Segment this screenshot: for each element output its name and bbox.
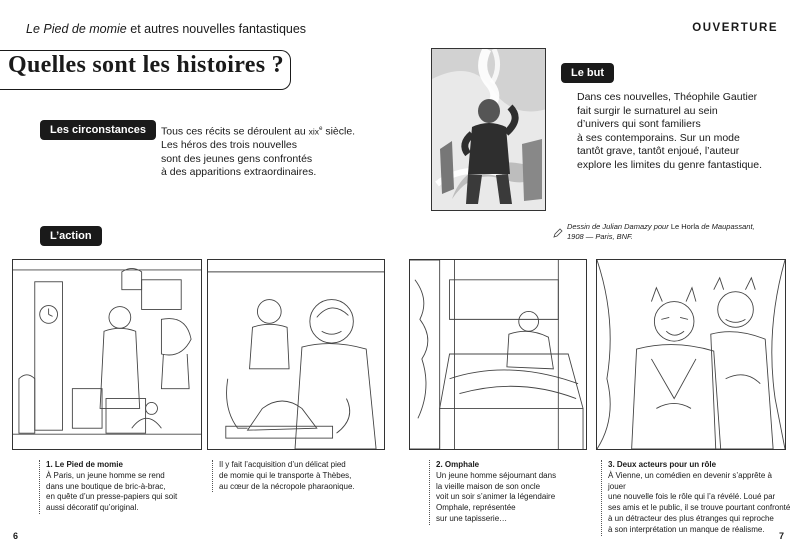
panel-1-title: 1. Le Pied de momie (46, 460, 123, 469)
circonstances-label: Les circonstances (40, 120, 156, 140)
page-number-right: 7 (779, 531, 785, 541)
illustration-caption (567, 222, 792, 242)
but-line: d’univers qui sont familiers (577, 118, 701, 130)
panel-3-line: la vieille maison de son oncle (436, 481, 541, 491)
panel-1-drawing (13, 260, 201, 449)
caption-source: 1908 — Paris, BNF. (567, 232, 633, 241)
panel-3-line: sur une tapisserie… (436, 513, 508, 523)
panel-2-line: au cœur de la nécropole pharaonique. (219, 481, 355, 491)
panel-4-line: à son interprétation un manque de réalisme. (608, 524, 765, 534)
circonstances-line-1b: siècle. (322, 125, 356, 138)
pen-icon (553, 225, 563, 235)
horla-drawing (432, 49, 546, 211)
panel-4-title: 3. Deux acteurs pour un rôle (608, 460, 717, 469)
circonstances-line-1 (161, 123, 401, 139)
comic-panel-3 (409, 259, 587, 450)
circonstances-text (161, 123, 401, 180)
panel-4-line: À Vienne, un comédien en devenir s’apprête à jouer (608, 470, 772, 491)
panel-3-line: Un jeune homme séjournant dans (436, 470, 557, 480)
panel-4-line: à un détracteur des plus étranges qui reproche (608, 513, 774, 523)
panel-4-caption (601, 460, 791, 536)
comic-panel-1 (12, 259, 202, 450)
caption-part-c: de Maupassant (699, 222, 753, 231)
but-text (577, 91, 787, 172)
but-line: à ses contemporains. Sur un mode (577, 131, 740, 144)
but-line: Dans ces nouvelles, Théophile Gautier (577, 91, 758, 103)
comic-panel-2 (207, 259, 385, 450)
action-label: L’action (40, 226, 102, 246)
panel-1-line: aussi décoratif qu’original. (46, 503, 139, 513)
section-label: OUVERTURE (692, 22, 778, 34)
panel-2-caption (212, 460, 382, 492)
circonstances-line-4: à des apparitions extraordinaires. (161, 166, 317, 178)
panel-2-line: Il y fait l’acquisition d’un délicat pied (219, 460, 346, 469)
panel-4-line: une nouvelle fois le rôle qui l’a révélé. Loué par (608, 492, 776, 502)
horla-illustration (431, 48, 546, 211)
comic-panel-4 (596, 259, 786, 450)
panel-3-title: 2. Omphale (436, 460, 480, 469)
circonstances-line-1a: Tous ces récits se déroulent au (161, 125, 309, 138)
book-title (26, 22, 306, 36)
caption-comma: , (752, 222, 755, 231)
circonstances-line-2: Les héros des trois nouvelles (161, 139, 297, 151)
book-title-italic: Le Pied de momie (26, 22, 127, 36)
circonstances-line-3: sont des jeunes gens confrontés (161, 152, 313, 165)
panel-4-line: ses amis et le public, il se trouve pourtant confronté (608, 503, 791, 513)
book-title-rest: et autres nouvelles fantastiques (126, 22, 307, 36)
page-number-left: 6 (13, 531, 19, 541)
panel-3-line: Omphale, représentée (436, 503, 516, 513)
caption-part-a: Dessin de Julian Damazy pour (567, 222, 671, 231)
but-line: explore les limites du genre fantastique. (577, 158, 763, 171)
panel-1-line: À Paris, un jeune homme se rend (46, 470, 165, 480)
panel-1-line: dans une boutique de bric-à-brac, (46, 481, 166, 491)
but-line: fait surgir le surnaturel au sein (577, 104, 718, 117)
panel-3-line: voit un soir s’animer la légendaire (436, 492, 556, 502)
century-sup: e (319, 126, 323, 132)
panel-3-caption (429, 460, 599, 525)
but-line: tantôt grave, tantôt enjoué, l’auteur (577, 145, 740, 157)
panel-2-drawing (208, 260, 384, 449)
main-title: Quelles sont les histoires ? (8, 52, 284, 78)
panel-1-line: en quête d’un presse-papiers qui soit (46, 492, 178, 502)
panel-1-caption (39, 460, 209, 514)
panel-4-drawing (597, 260, 785, 449)
panel-2-line: de momie qui le transporte à Thèbes, (219, 470, 352, 480)
panel-3-drawing (410, 260, 586, 449)
century-roman: xix (308, 126, 320, 137)
but-label: Le but (561, 63, 614, 83)
caption-title: Le Horla (670, 222, 700, 231)
